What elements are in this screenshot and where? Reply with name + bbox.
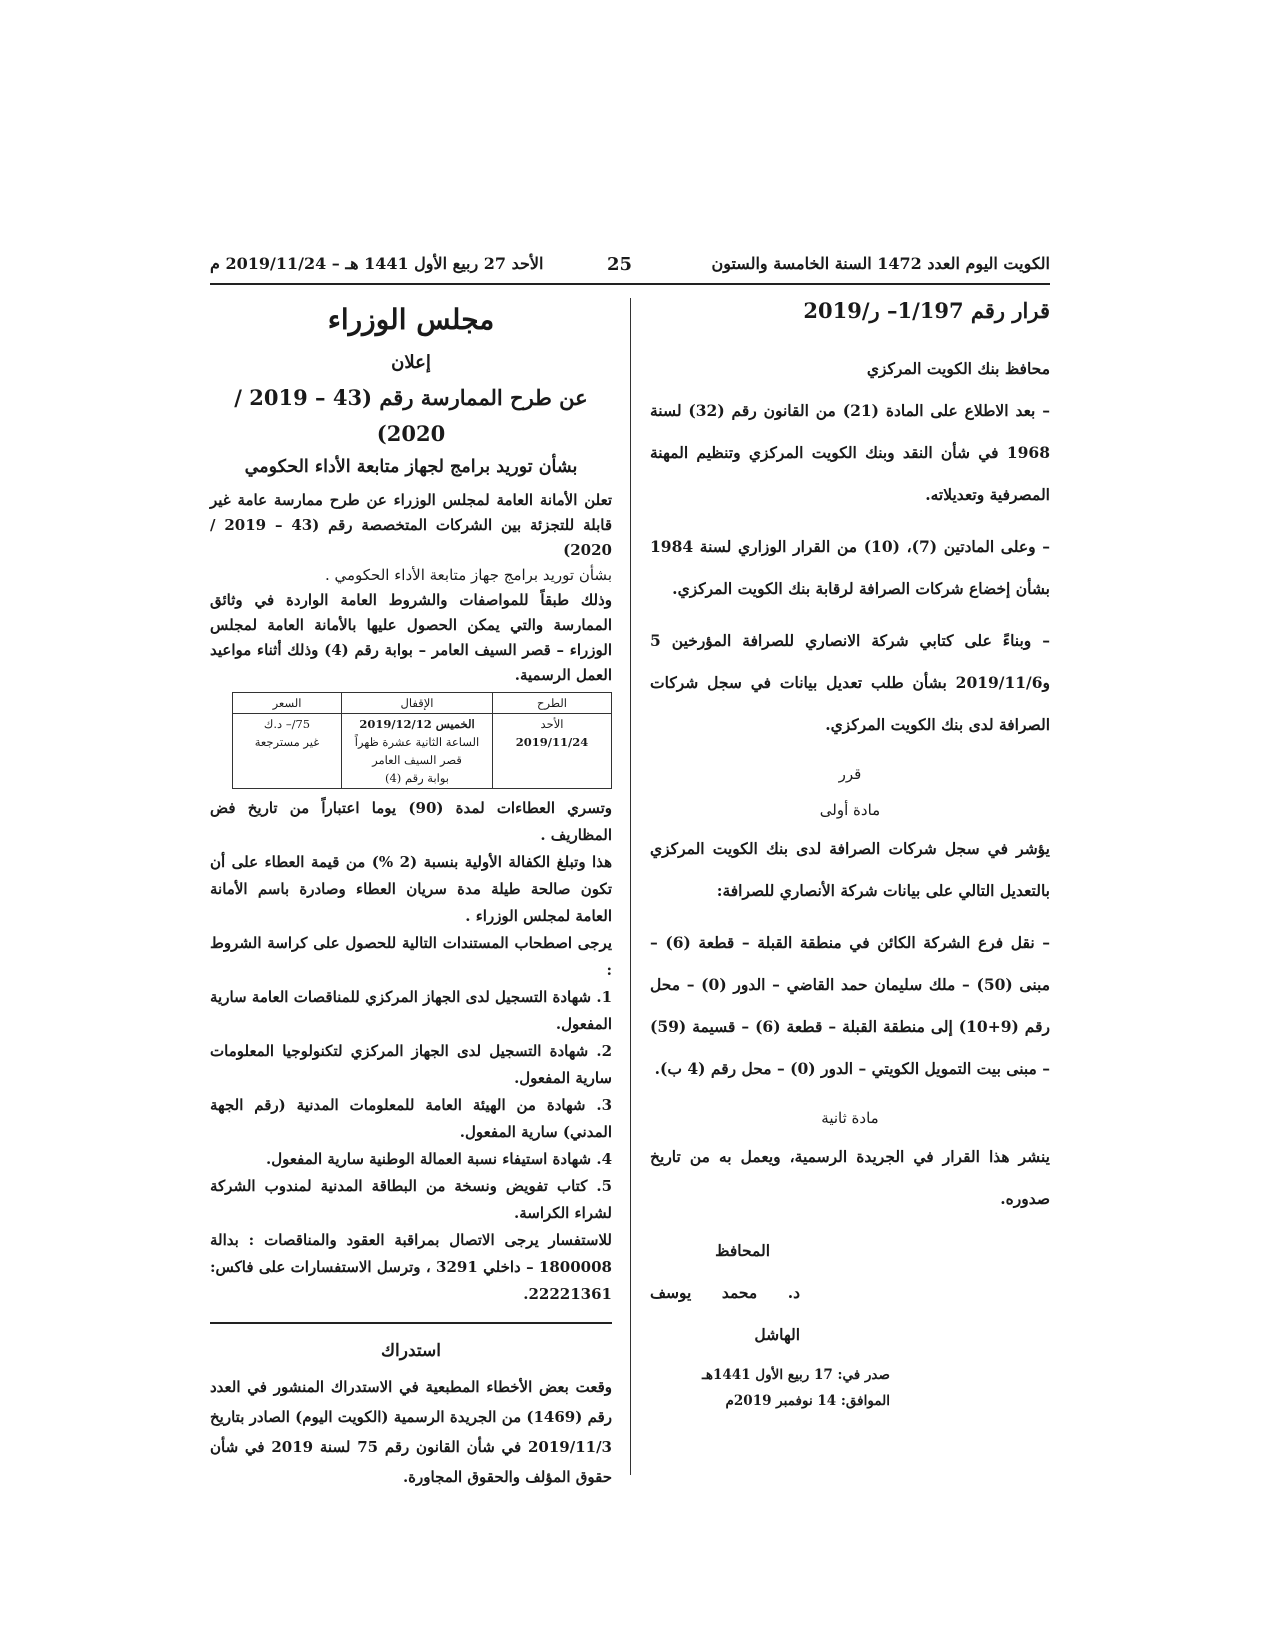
tender-intro: تعلن الأمانة العامة لمجلس الوزراء عن طرح ممارسة عامة غير قابلة للتجزئة بين الشركات المتخصصة رقم (43 – 2019 / 2020) — [210, 491, 613, 559]
decision-paragraph: – بعد الاطلاع على المادة (21) من القانون رقم (32) لسنة 1968 في شأن النقد وبنك الكويت المركزي وتنظيم المهنة المصرفية وتعديلاته. — [650, 401, 1050, 504]
decided-label: قرر — [838, 765, 862, 783]
article-2-body: ينشر هذا القرار في الجريدة الرسمية، ويعمل به من تاريخ صدوره. — [650, 1147, 1050, 1208]
erratum-title: استدراك — [381, 1341, 441, 1361]
offer-date: 2019/11/24 — [515, 735, 589, 749]
header-rule — [210, 283, 1050, 285]
header-date: الأحد 27 ربيع الأول 1441 هـ – 2019/11/24 م — [210, 254, 544, 273]
page-number: 25 — [606, 254, 632, 275]
price: 75/– د.ك — [263, 717, 311, 731]
table-cell-offer — [493, 714, 612, 789]
table-row — [233, 714, 612, 789]
close-place: قصر السيف العامر — [372, 753, 462, 767]
tender-conditions: وذلك طبقاً للمواصفات والشروط العامة الواردة في وثائق الممارسة والتي يمكن الحصول عليها بالأمانة العامة لمجلس الوزراء – قصر السيف العامر – بوابة رقم (4) وذلك أثناء مواعيد العمل الرسمية. — [210, 591, 612, 684]
decision-title: قرار رقم 1/197– ر/2019 — [803, 298, 1050, 323]
document-item: 1. شهادة التسجيل لدى الجهاز المركزي للمناقصات العامة سارية المفعول. — [210, 988, 612, 1033]
refund-note: غير مسترجعة — [254, 735, 320, 749]
validity-text: وتسري العطاءات لمدة (90) يوما اعتباراً من تاريخ فض المظاريف . — [210, 799, 612, 844]
running-header — [210, 252, 1050, 280]
council-title: مجلس الوزراء — [327, 303, 495, 336]
close-day-date: الخميس 2019/12/12 — [359, 717, 475, 731]
issued-gregorian: الموافق: 14 نوفمبر 2019م — [725, 1393, 890, 1409]
announcement-column — [210, 300, 612, 1492]
tender-intro-continued: بشأن توريد برامج جهاز متابعة الأداء الحكومي . — [324, 566, 612, 584]
section-rule — [210, 1322, 612, 1324]
table-header: الطرح — [493, 693, 612, 714]
article-1-intro: يؤشر في سجل شركات الصرافة لدى بنك الكويت المركزي بالتعديل التالي على بيانات شركة الأنصاري للصرافة: — [650, 839, 1050, 900]
document-item: 4. شهادة استيفاء نسبة العمالة الوطنية سارية المفعول. — [266, 1150, 612, 1168]
article-1-body: – نقل فرع الشركة الكائن في منطقة القبلة – قطعة (6) – مبنى (50) – ملك سليمان حمد القاضي – الدور (0) – محل رقم (9+10) إلى منطقة القبلة – قطعة (6) – قسيمة (59) – مبنى بيت التمويل الكويتي – الدور (0) – محل رقم (4 ب). — [650, 933, 1051, 1078]
signature-name: د. محمد يوسف الهاشل — [650, 1283, 800, 1344]
document-item: 2. شهادة التسجيل لدى الجهاز المركزي لتكنولوجيا المعلومات سارية المفعول. — [210, 1042, 612, 1087]
guarantee-text: هذا وتبلغ الكفالة الأولية بنسبة (2 %) من قيمة العطاء على أن تكون صالحة طيلة مدة سريان العطاء وصادرة باسم الأمانة العامة لمجلس الوزراء . — [210, 853, 612, 925]
article-2-title: مادة ثانية — [821, 1109, 879, 1127]
erratum-body: وقعت بعض الأخطاء المطبعية في الاستدراك المنشور في العدد رقم (1469) من الجريدة الرسمية (الكويت اليوم) الصادر بتاريخ 2019/11/3 في شأن القانون رقم 75 لسنة 2019 في شأن حقوق المؤلف والحقوق المجاورة. — [210, 1378, 612, 1486]
document-item: 3. شهادة من الهيئة العامة للمعلومات المدنية (رقم الجهة المدني) سارية المفعول. — [210, 1096, 612, 1141]
signature-title: المحافظ — [715, 1241, 770, 1260]
table-header: السعر — [233, 693, 342, 714]
documents-intro: يرجى اصطحاب المستندات التالية للحصول على كراسة الشروط : — [210, 934, 612, 979]
table-header: الإقفال — [342, 693, 493, 714]
announcement-label: إعلان — [391, 352, 431, 373]
tender-table — [232, 692, 612, 789]
decision-paragraph: – وعلى المادتين (7)، (10) من القرار الوزاري لسنة 1984 بشأن إخضاع شركات الصرافة لرقابة بنك الكويت المركزي. — [650, 537, 1050, 598]
offer-day: الأحد — [540, 717, 564, 731]
issued-hijri: صدر في: 17 ربيع الأول 1441هـ — [701, 1367, 890, 1383]
article-1-title: مادة أولى — [819, 801, 881, 819]
column-divider — [630, 298, 631, 1475]
table-cell-close — [342, 714, 493, 789]
header-issue-info: الكويت اليوم العدد 1472 السنة الخامسة والستون — [711, 254, 1050, 273]
document-item: 5. كتاب تفويض ونسخة من البطاقة المدنية لمندوب الشركة لشراء الكراسة. — [210, 1177, 612, 1222]
tender-subheading: بشأن توريد برامج لجهاز متابعة الأداء الحكومي — [244, 457, 578, 477]
table-cell-price — [233, 714, 342, 789]
close-gate: بوابة رقم (4) — [384, 771, 450, 785]
close-time: الساعة الثانية عشرة ظهراً — [354, 735, 480, 749]
tender-heading: عن طرح الممارسة رقم (43 – 2019 / 2020) — [234, 385, 588, 446]
decision-column — [650, 296, 1050, 1414]
table-header-row — [233, 693, 612, 714]
contact-text: للاستفسار يرجى الاتصال بمراقبة العقود والمناقصات : بدالة 1800008 – داخلي 3291 ، وترسل الاستفسارات على فاكس: 22221361. — [210, 1231, 612, 1303]
decision-issuer: محافظ بنك الكويت المركزي — [866, 359, 1050, 378]
decision-paragraph: – وبناءً على كتابي شركة الانصاري للصرافة المؤرخين 5 و2019/11/6 بشأن طلب تعديل بيانات في سجل شركات الصرافة لدى بنك الكويت المركزي. — [650, 631, 1050, 734]
